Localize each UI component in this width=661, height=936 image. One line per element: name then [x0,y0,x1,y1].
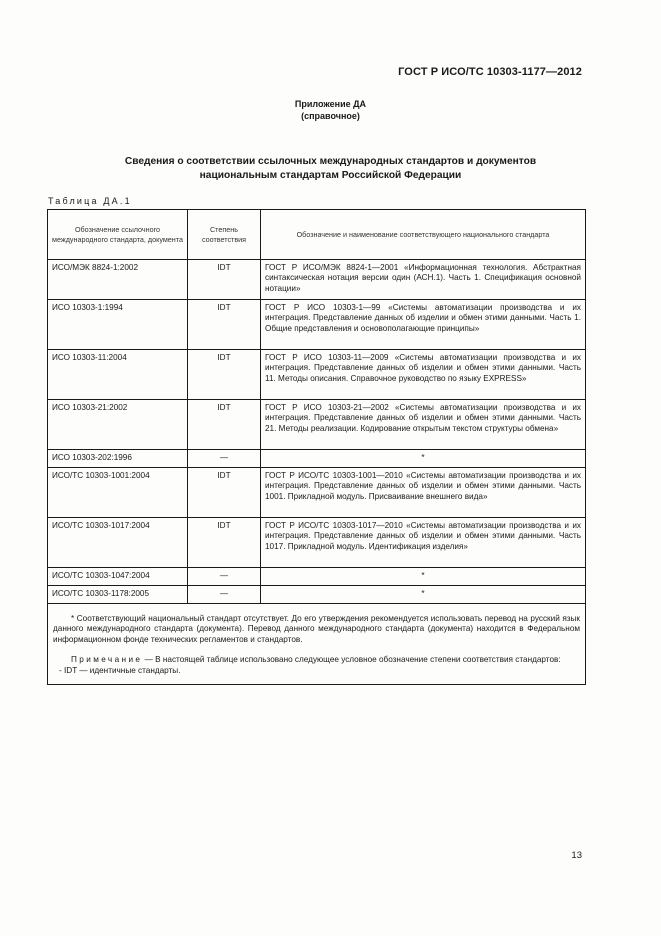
national-standard-cell: ГОСТ Р ИСО 10303-11—2009 «Системы автоматизации производства и их интеграция. Представление данных об изделии и обмен этими данными. Часть 11. Методы описания. Справочное руководство по языку EXPRESS» [261,350,586,400]
national-standard-cell: ГОСТ Р ИСО 10303-1—99 «Системы автоматизации производства и их интеграция. Представление данных об изделии и обмен этими данными. Часть 1. Общие представления и основополагающие принципы» [261,300,586,350]
degree-cell: IDT [188,468,261,518]
table-row [48,260,586,300]
table-row [48,468,586,518]
appendix-heading [0,98,661,122]
table-row [48,568,586,586]
degree-cell: — [188,586,261,604]
national-standard-cell: ГОСТ Р ИСО/ТС 10303-1001—2010 «Системы автоматизации производства и их интеграция. Представление данных об изделии и обмен этими данными. Часть 1001. Прикладной модуль. Присваивание внешнего вида» [261,468,586,518]
header-reference-standard: Обозначение ссылочного международного стандарта, документа [48,210,188,260]
section-title-line-1: Сведения о соответствии ссылочных международных стандартов и документов [124,156,537,167]
reference-cell: ИСО/МЭК 8824-1:2002 [48,260,188,300]
national-standard-cell: ГОСТ Р ИСО/ТС 10303-1017—2010 «Системы автоматизации производства и их интеграция. Представление данных об изделии и обмен этими данными. Часть 1017. Прикладной модуль. Идентификация изделия» [261,518,586,568]
table-footnote [48,604,586,685]
table-row [48,300,586,350]
header-national-standard: Обозначение и наименование соответствующего национального стандарта [261,210,586,260]
reference-cell: ИСО 10303-202:1996 [48,450,188,468]
national-standard-cell: * [261,568,586,586]
header-degree: Степень соответствия [188,210,261,260]
national-standard-cell: * [261,586,586,604]
reference-cell: ИСО/ТС 10303-1017:2004 [48,518,188,568]
national-standard-cell: ГОСТ Р ИСО 10303-21—2002 «Системы автоматизации производства и их интеграция. Представление данных об изделии и обмен этими данными. Часть 21. Методы реализации. Кодирование открытым текстом структуры обмена» [261,400,586,450]
section-title [70,155,591,183]
degree-cell: IDT [188,300,261,350]
correspondence-table [47,209,586,685]
degree-cell: IDT [188,518,261,568]
note-item: - IDT — идентичные стандарты. [59,665,181,675]
reference-cell: ИСО 10303-1:1994 [48,300,188,350]
reference-cell: ИСО/ТС 10303-1001:2004 [48,468,188,518]
table-footnote-row [48,604,586,685]
appendix-title: Приложение ДА [294,99,367,109]
document-code: ГОСТ Р ИСО/ТС 10303-1177—2012 [398,66,582,78]
national-standard-cell: * [261,450,586,468]
note-text: — В настоящей таблице использовано следующее условное обозначение степени соответствия стандартов: [142,655,561,665]
table-note [53,655,580,665]
table-caption: Таблица ДА.1 [48,196,132,206]
table-row [48,350,586,400]
degree-cell: IDT [188,350,261,400]
degree-cell: — [188,568,261,586]
degree-cell: — [188,450,261,468]
national-standard-cell: ГОСТ Р ИСО/МЭК 8824-1—2001 «Информационная технология. Абстрактная синтаксическая нотация версии один (АСН.1). Часть 1. Спецификация основной нотации» [261,260,586,300]
table-row [48,450,586,468]
table-row [48,518,586,568]
page-number: 13 [571,850,582,861]
note-label: Примечание [71,655,143,665]
appendix-subtitle: (справочное) [301,111,360,121]
reference-cell: ИСО/ТС 10303-1178:2005 [48,586,188,604]
degree-cell: IDT [188,400,261,450]
table-header-row [48,210,586,260]
footnote-text: * Соответствующий национальный стандарт отсутствует. До его утверждения рекомендуется использовать перевод на русский язык данного международного стандарта (документа). Перевод данного международного стандарта (документа) находится в Федеральном информационном фонде технических регламентов и стандартов. [53,614,580,644]
reference-cell: ИСО/ТС 10303-1047:2004 [48,568,188,586]
reference-cell: ИСО 10303-21:2002 [48,400,188,450]
table-row [48,400,586,450]
reference-cell: ИСО 10303-11:2004 [48,350,188,400]
table-row [48,586,586,604]
degree-cell: IDT [188,260,261,300]
section-title-line-2: национальным стандартам Российской Федерации [199,170,462,181]
